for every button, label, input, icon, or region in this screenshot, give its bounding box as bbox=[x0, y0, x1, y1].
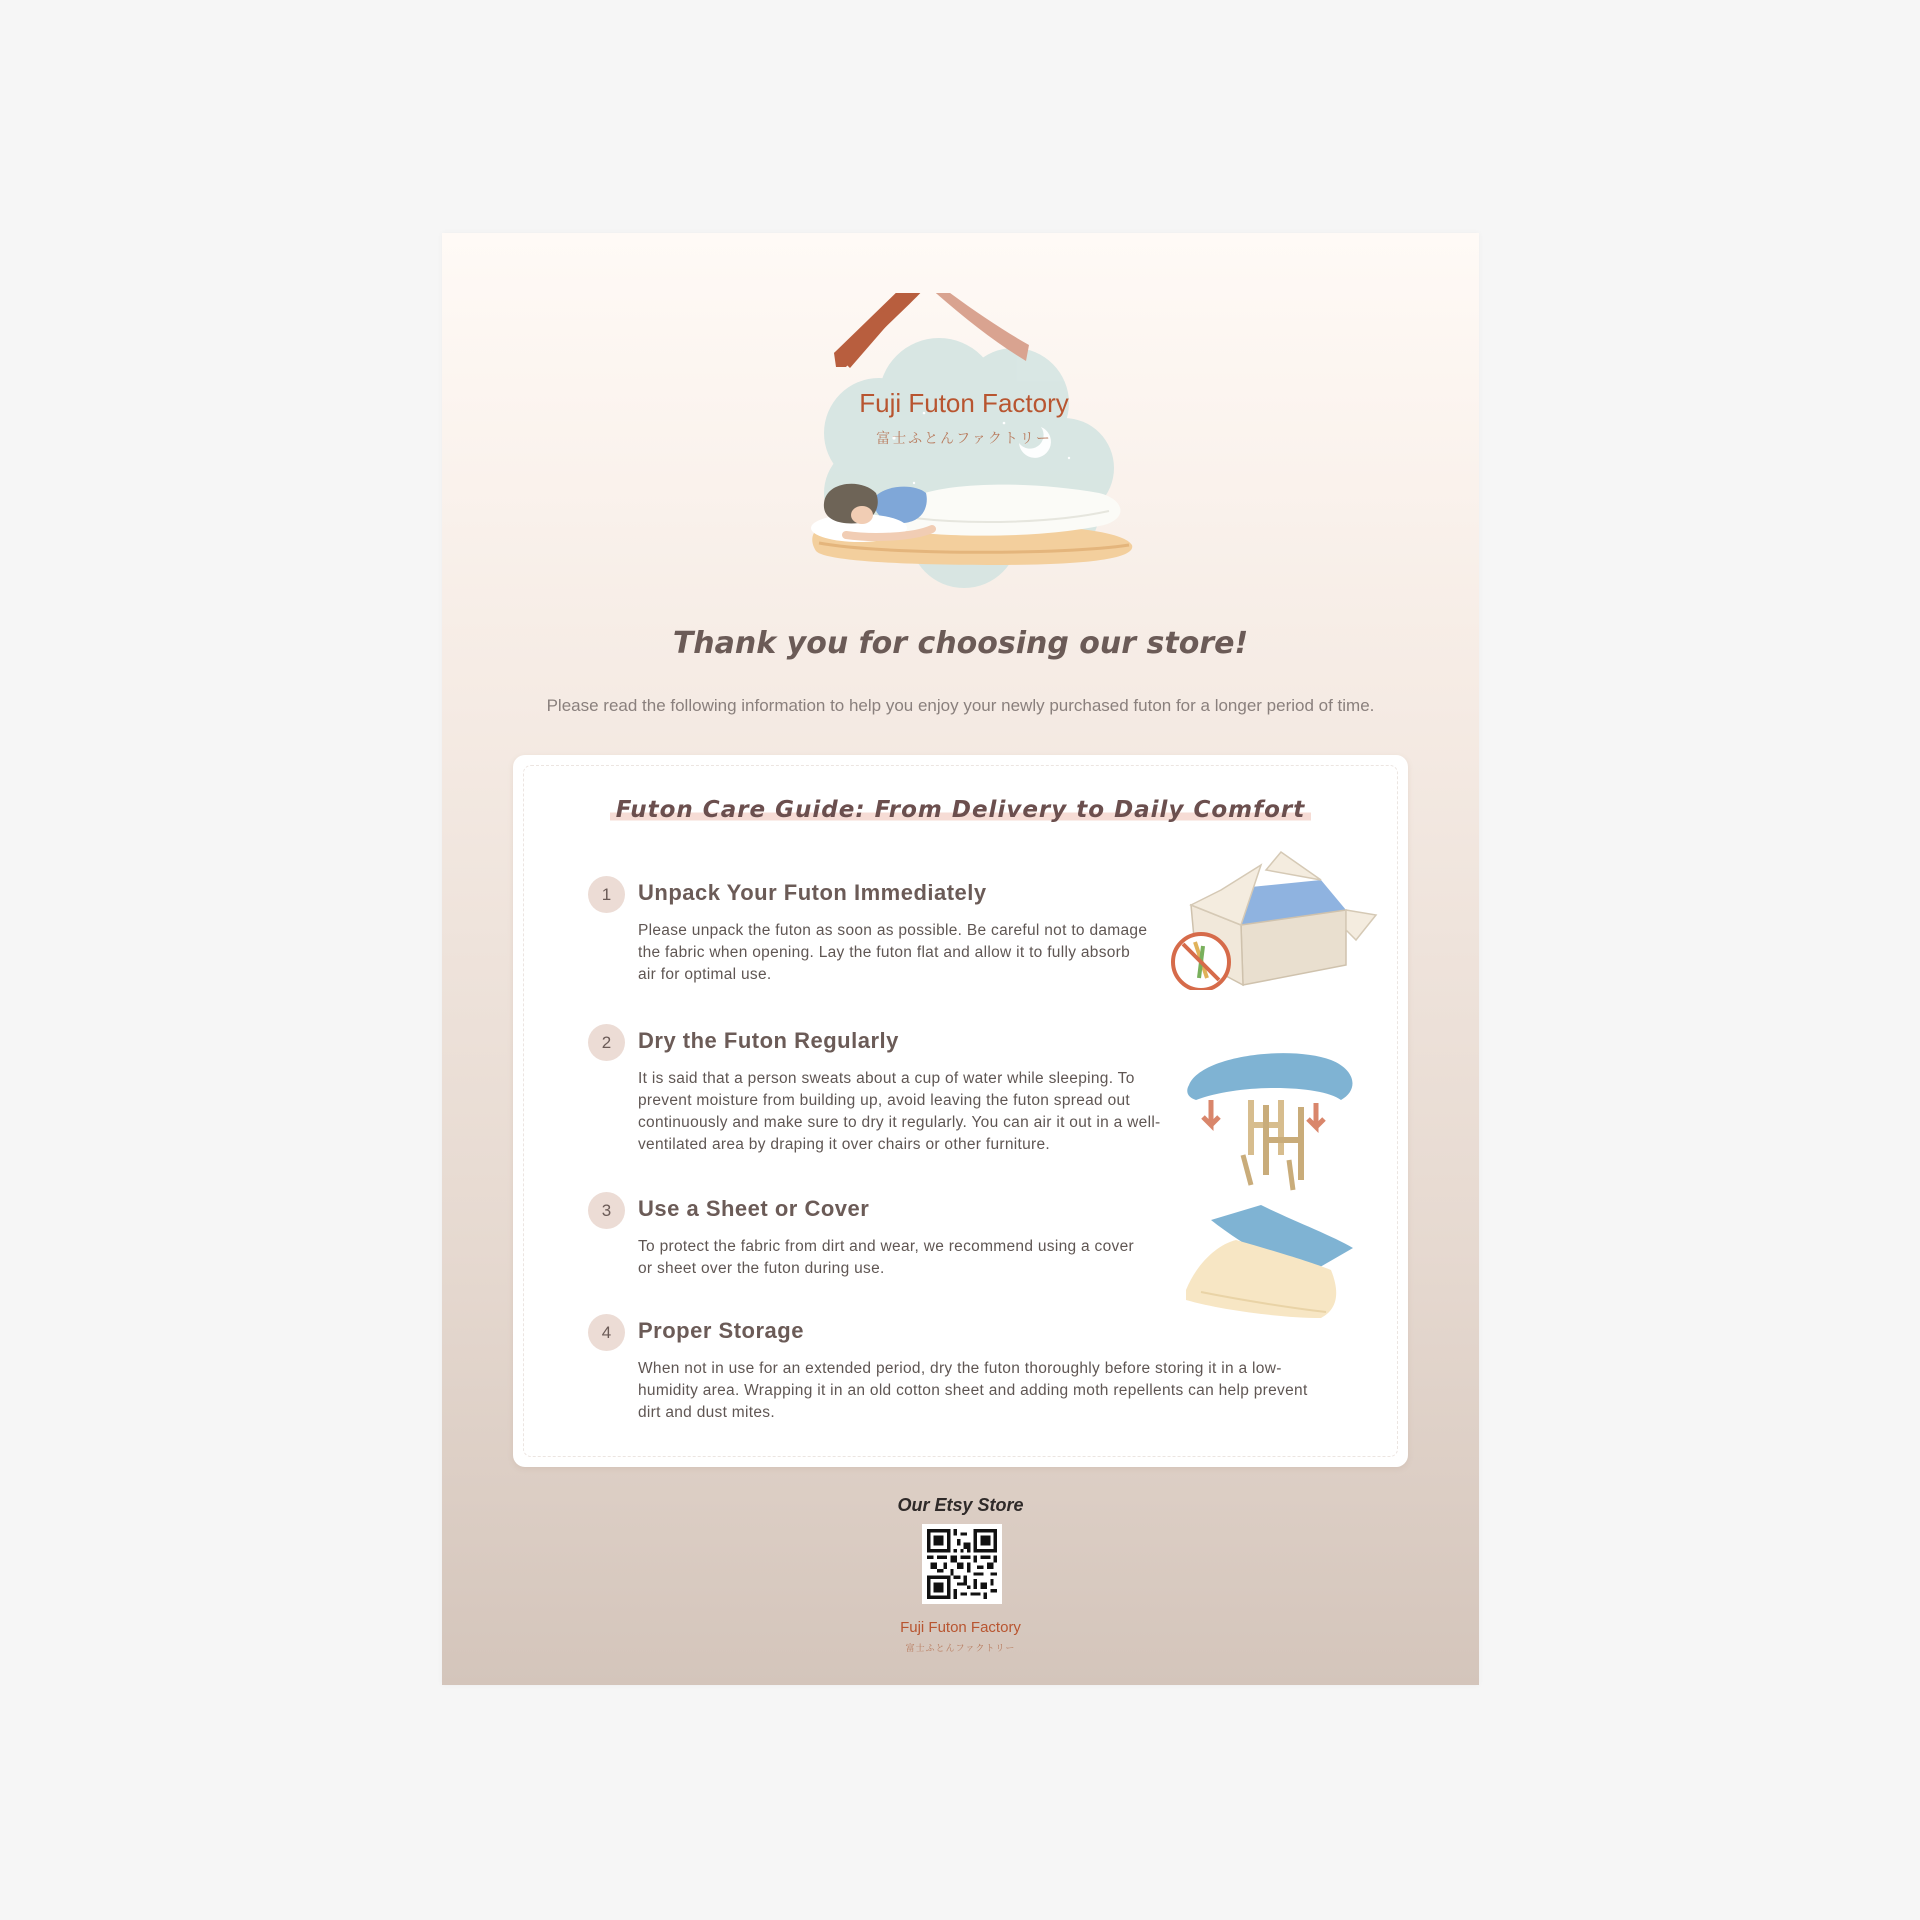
care-guide-card bbox=[513, 755, 1408, 1467]
step-2 bbox=[588, 1024, 1168, 1164]
etsy-store-label: Our Etsy Store bbox=[897, 1495, 1024, 1515]
brand-name: Fuji Futon Factory bbox=[859, 388, 1069, 418]
intro-text: Please read the following information to help you enjoy your newly purchased futon for a longer period of time. bbox=[546, 696, 1375, 715]
step-body: To protect the fabric from dirt and wear, we recommend using a cover or sheet over the futon during use. bbox=[638, 1238, 1134, 1277]
step-title: Unpack Your Futon Immediately bbox=[638, 880, 987, 905]
step-4 bbox=[588, 1314, 1328, 1434]
step-3 bbox=[588, 1192, 1168, 1282]
step-body: It is said that a person sweats about a cup of water while sleeping. To prevent moisture from building up, avoid leaving the futon spread out continuously and make sure to dry it regularly. You can air it out in a well-ventilated area by draping it over chairs or other furniture. bbox=[638, 1070, 1161, 1153]
qr-code-icon bbox=[927, 1529, 997, 1599]
step-number: 3 bbox=[588, 1192, 625, 1229]
step-title: Proper Storage bbox=[638, 1318, 804, 1343]
footer-brand-japanese: 富士ふとんファクトリー bbox=[905, 1643, 1016, 1653]
step-title: Use a Sheet or Cover bbox=[638, 1196, 870, 1221]
guide-title-text: Futon Care Guide: From Delivery to Daily Comfort bbox=[610, 797, 1311, 823]
step-body: When not in use for an extended period, dry the futon thoroughly before storing it in a low-humidity area. Wrapping it in an old cotton sheet and adding moth repellents can help prevent dirt and dust mites. bbox=[638, 1360, 1308, 1421]
step-1 bbox=[588, 876, 1168, 996]
step-body: Please unpack the futon as soon as possible. Be careful not to damage the fabric when opening. Lay the futon flat and allow it to fully absorb air for optimal use. bbox=[638, 922, 1148, 983]
thank-you-heading: Thank you for choosing our store! bbox=[672, 626, 1249, 661]
care-guide-sheet bbox=[442, 233, 1479, 1685]
open-box-icon bbox=[1171, 850, 1381, 990]
sleeping-cloud-illustration bbox=[764, 293, 1164, 613]
step-number: 1 bbox=[588, 876, 625, 913]
futon-cover-icon bbox=[1181, 1200, 1361, 1325]
step-title: Dry the Futon Regularly bbox=[638, 1028, 899, 1053]
footer-brand-name: Fuji Futon Factory bbox=[900, 1619, 1021, 1636]
brand-name-japanese: 富士ふとんファクトリー bbox=[876, 430, 1052, 446]
guide-title bbox=[513, 797, 1408, 823]
brand-logo bbox=[764, 293, 1164, 613]
qr-code[interactable] bbox=[922, 1524, 1002, 1604]
futon-on-chairs-icon bbox=[1181, 1045, 1361, 1195]
step-number: 2 bbox=[588, 1024, 625, 1061]
step-number: 4 bbox=[588, 1314, 625, 1351]
